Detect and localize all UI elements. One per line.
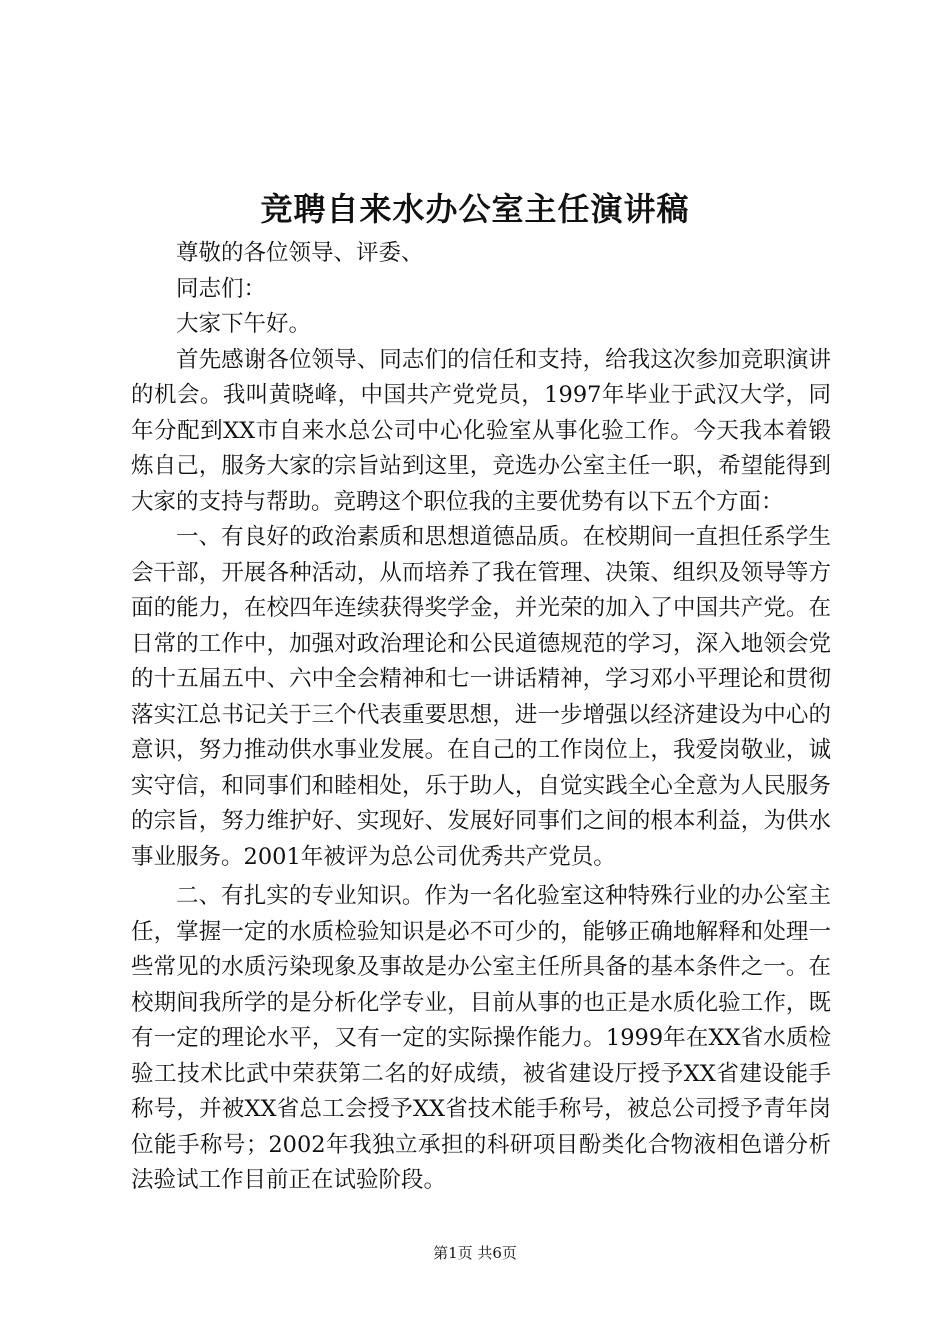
document-title: 竞聘自来水办公室主任演讲稿 bbox=[260, 190, 690, 228]
salutation-line-2: 同志们： bbox=[176, 275, 267, 302]
salutation-line-1: 尊敬的各位领导、评委、 bbox=[176, 240, 424, 266]
document-body bbox=[131, 236, 831, 1199]
point-two-paragraph: 二、有扎实的专业知识。作为一名化验室这种特殊行业的办公室主任，掌握一定的水质检验知识是必不可少的，能够正确地解释和处理一些常见的水质污染现象及事故是办公室主任所具备的基本条件之一。在校期间我所学的是分析化学专业，目前从事的也正是水质化验工作，既有一定的理论水平，又有一定的实际操作能力。1999年在XX省水质检验工技术比武中荣获第二名的好成绩，被省建设厅授予XX省建设能手称号，并被XX省总工会授予XX省技术能手称号，被总公司授予青年岗位能手称号；2002年我独立承担的科研项目酚类化合物液相色谱分析法验试工作目前正在试验阶段。 bbox=[131, 883, 831, 1193]
point-one-paragraph: 一、有良好的政治素质和思想道德品质。在校期间一直担任系学生会干部，开展各种活动，从而培养了我在管理、决策、组织及领导等方面的能力，在校四年连续获得奖学金，并光荣的加入了中国共产党。在日常的工作中，加强对政治理论和公民道德规范的学习，深入地领会党的十五届五中、六中全会精神和七一讲话精神，学习邓小平理论和贯彻落实江总书记关于三个代表重要思想，进一步增强以经济建设为中心的意识，努力推动供水事业发展。在自己的工作岗位上，我爱岗敬业，诚实守信，和同事们和睦相处，乐于助人，自觉实践全心全意为人民服务的宗旨，努力维护好、实现好、发展好同事们之间的根本利益，为供水事业服务。2001年被评为总公司优秀共产党员。 bbox=[131, 524, 831, 870]
greeting-paragraph: 大家下午好。 bbox=[176, 311, 312, 337]
intro-paragraph: 首先感谢各位领导、同志们的信任和支持，给我这次参加竞职演讲的机会。我叫黄晓峰，中国共产党党员，1997年毕业于武汉大学，同年分配到XX市自来水总公司中心化验室从事化验工作。今天我本着锻炼自己，服务大家的宗旨站到这里，竞选办公室主任一职，希望能得到大家的支持与帮助。竞聘这个职位我的主要优势有以下五个方面： bbox=[131, 346, 831, 515]
page-footer: 第1页 共6页 bbox=[433, 1244, 517, 1262]
